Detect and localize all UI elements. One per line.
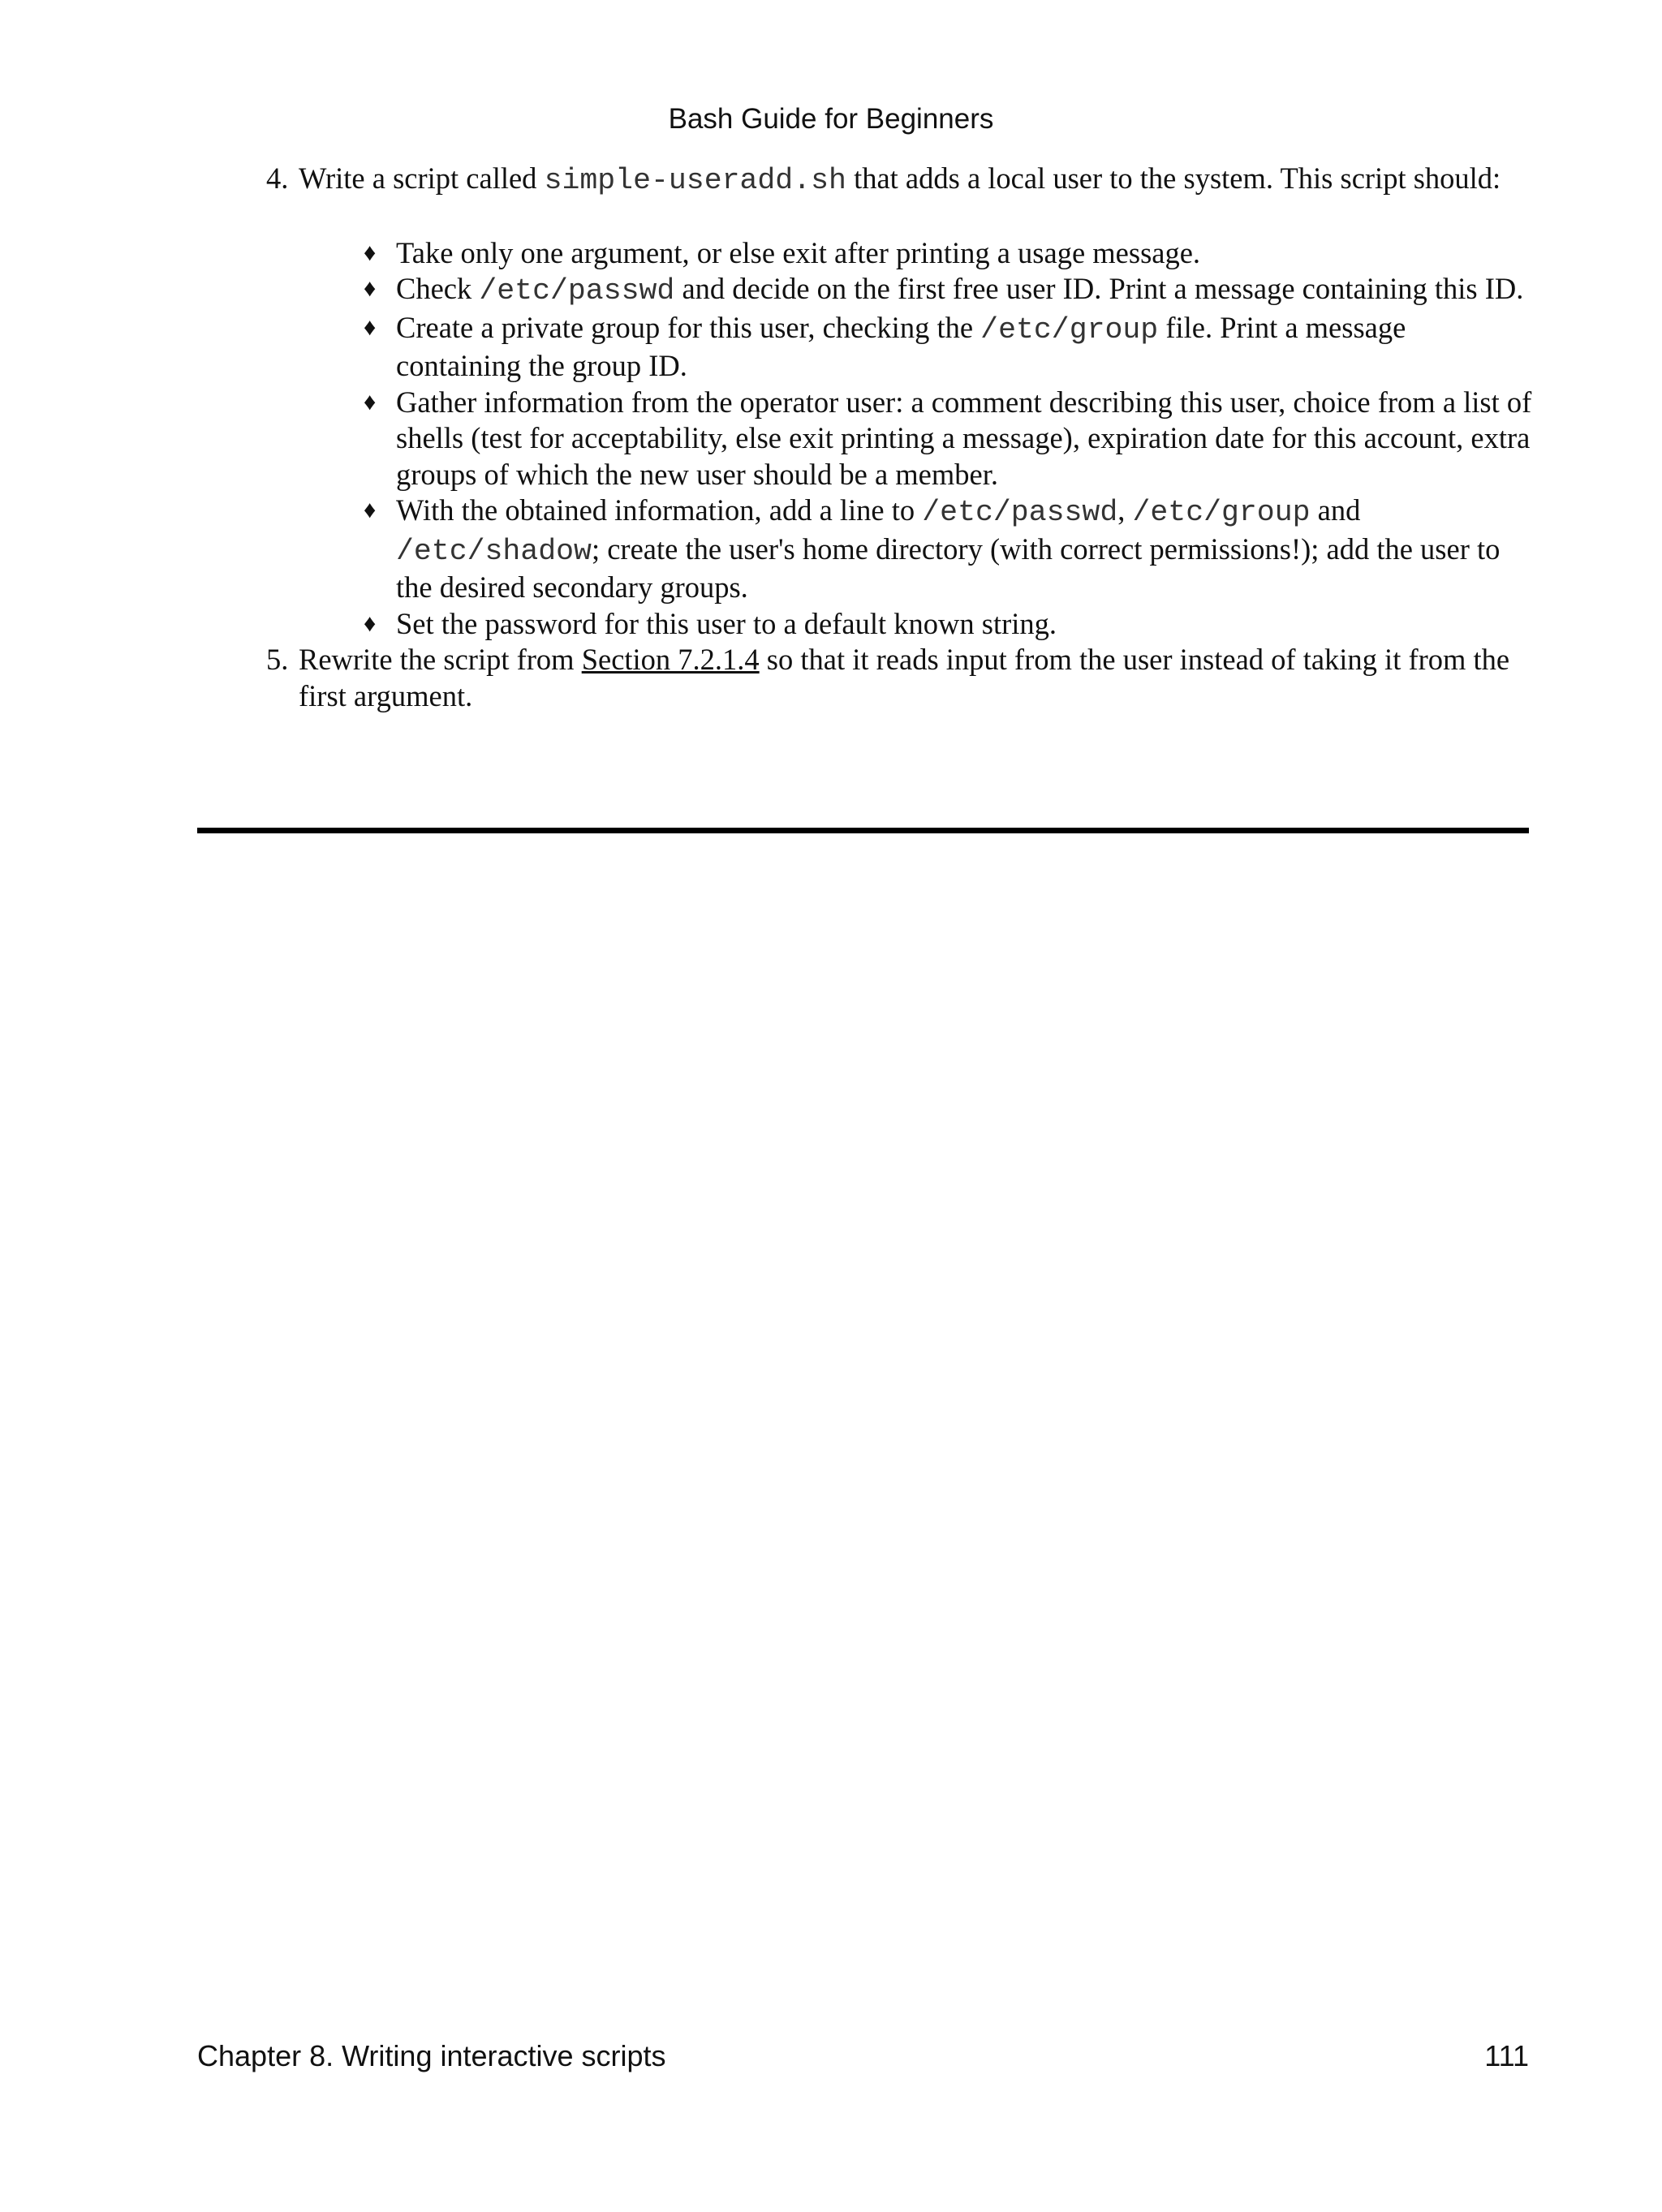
- item-text: Rewrite the script from: [299, 643, 575, 676]
- list-item-text: Set the password for this user to a default known string.: [396, 606, 1057, 640]
- list-item-text: Check: [396, 272, 472, 305]
- diamond-bullet-icon: ♦: [364, 388, 377, 415]
- page-footer: [197, 2038, 1529, 2074]
- code-path: /etc/group: [1132, 496, 1311, 529]
- diamond-bullet-icon: ♦: [364, 313, 377, 341]
- list-item-text: and: [1317, 493, 1361, 527]
- diamond-bullet-icon: ♦: [364, 239, 377, 266]
- list-item: [299, 235, 1532, 272]
- code-path: /etc/passwd: [922, 496, 1118, 529]
- item-body: [299, 642, 1532, 714]
- list-item-text: ; create the user's home directory (with correct permissions!); add the user to the desired secondary groups.: [396, 531, 1501, 604]
- exercise-item-4: [266, 161, 1532, 642]
- item-number: 5.: [266, 643, 289, 676]
- list-item-text: file. Print a message containing the group ID.: [396, 310, 1406, 382]
- section-link[interactable]: Section 7.2.1.4: [581, 643, 760, 676]
- footer-chapter-title: Chapter 8. Writing interactive scripts: [197, 2039, 666, 2072]
- diamond-bullet-icon: ♦: [364, 275, 377, 302]
- horizontal-rule: [197, 828, 1529, 833]
- code-path: /etc/shadow: [396, 534, 592, 568]
- list-item: [299, 493, 1532, 606]
- item-text: that adds a local user to the system. This script should:: [854, 161, 1501, 195]
- list-item-text: Gather information from the operator user: a comment describing this user, choice from a list of shells (test for acceptability, else exit printing a message), expiration date for this account, extra groups of which the new user should be a member.: [396, 385, 1532, 491]
- item-number: 4.: [266, 161, 289, 195]
- separator: ,: [1117, 493, 1126, 527]
- exercise-item-5: [266, 642, 1532, 714]
- list-item: [299, 271, 1532, 310]
- item-body: [299, 161, 1532, 642]
- list-item-text: With the obtained information, add a line to: [396, 493, 915, 527]
- code-path: /etc/group: [980, 312, 1159, 346]
- code-filename: simple-useradd.sh: [544, 164, 846, 197]
- list-item-text: and decide on the first free user ID. Print a message containing this ID.: [682, 272, 1524, 305]
- list-item: [299, 606, 1532, 643]
- list-item: [299, 310, 1532, 385]
- page-number: 111: [1484, 2039, 1529, 2072]
- code-path: /etc/passwd: [479, 274, 675, 308]
- diamond-bullet-icon: ♦: [364, 497, 377, 523]
- exercise-list: [266, 161, 1532, 714]
- list-item-text: Take only one argument, or else exit after printing a usage message.: [396, 235, 1201, 269]
- diamond-bullet-icon: ♦: [364, 609, 377, 637]
- item-text: Write a script called: [299, 161, 537, 195]
- running-header: Bash Guide for Beginners: [668, 103, 994, 135]
- item-text: so that it reads input from the user instead of taking it from the first argument.: [299, 643, 1510, 712]
- list-item-text: Create a private group for this user, checking the: [396, 310, 974, 344]
- list-item: [299, 385, 1532, 493]
- requirements-list: [299, 235, 1532, 643]
